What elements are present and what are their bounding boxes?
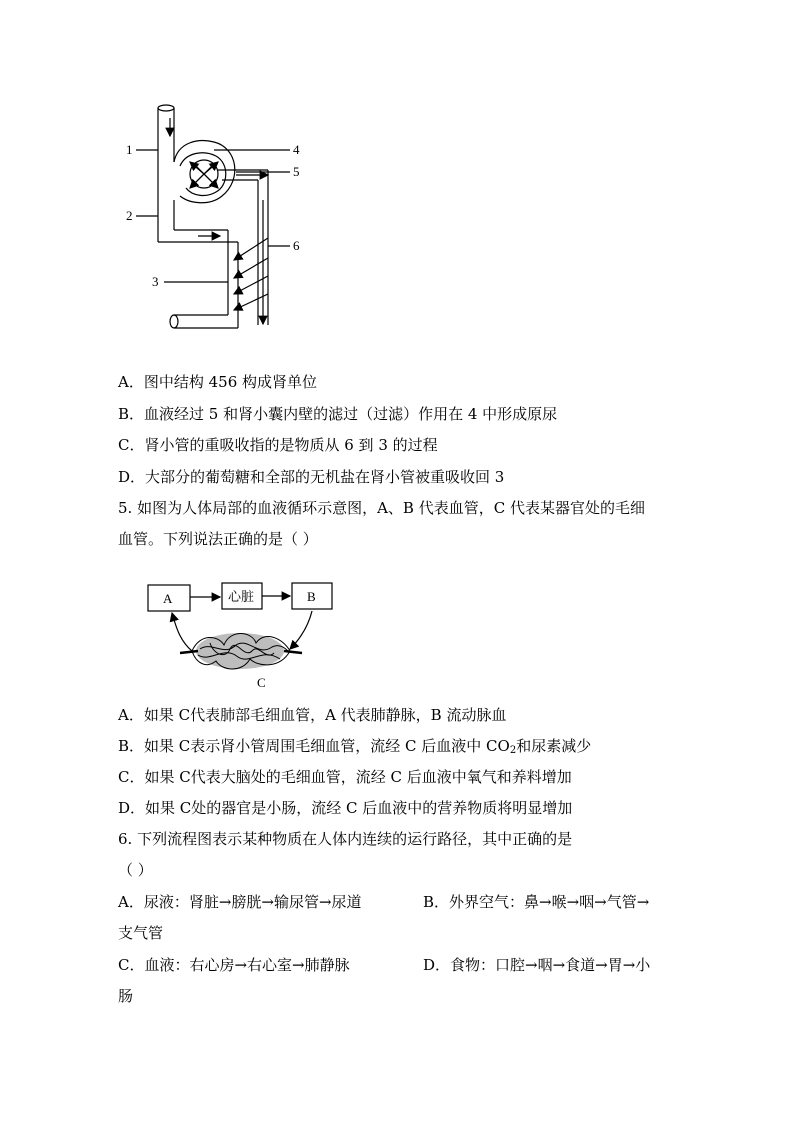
label-c: C bbox=[257, 675, 266, 690]
q5-option-b-pre: B．如果 C表示肾小管周围毛细血管，流经 C 后血液中 CO bbox=[118, 737, 510, 755]
box-a-label: A bbox=[163, 591, 173, 606]
q4-option-a: A．图中结构 456 构成肾单位 bbox=[118, 373, 318, 391]
label-1: 1 bbox=[126, 142, 133, 157]
q4-option-d: D．大部分的葡萄糖和全部的无机盐在肾小管被重吸收回 3 bbox=[118, 468, 505, 486]
q6-option-b-line1: B．外界空气：鼻→喉→咽→气管→ bbox=[423, 893, 650, 911]
nephron-diagram bbox=[118, 100, 318, 335]
q5-option-b-sub: 2 bbox=[509, 745, 517, 756]
q6-stem: 6. 下列流程图表示某种物质在人体内连续的运行路径，其中正确的是 bbox=[118, 830, 573, 848]
box-b-label: B bbox=[307, 589, 316, 604]
capillary-bed bbox=[180, 633, 302, 669]
box-heart-label: 心脏 bbox=[228, 590, 255, 605]
label-3: 3 bbox=[152, 274, 159, 289]
circulation-svg bbox=[140, 575, 350, 690]
label-5: 5 bbox=[293, 164, 300, 179]
q5-stem-line1: 5. 如图为人体局部的血液循环示意图，A、B 代表血管，C 代表某器官处的毛细 bbox=[118, 499, 645, 517]
circulation-diagram bbox=[140, 575, 350, 690]
q5-option-b bbox=[118, 736, 591, 761]
q6-option-a: A．尿液：肾脏→膀胱→输尿管→尿道 bbox=[118, 893, 362, 911]
q6-paren: （ ） bbox=[118, 861, 153, 879]
q6-option-d-line2: 肠 bbox=[118, 987, 134, 1005]
q4-option-b: B．血液经过 5 和肾小囊内壁的滤过（过滤）作用在 4 中形成原尿 bbox=[118, 405, 558, 423]
label-2: 2 bbox=[126, 208, 133, 223]
q4-option-c: C．肾小管的重吸收指的是物质从 6 到 3 的过程 bbox=[118, 436, 438, 454]
q5-option-c: C．如果 C代表大脑处的毛细血管，流经 C 后血液中氧气和养料增加 bbox=[118, 768, 572, 786]
q6-option-b-line2: 支气管 bbox=[118, 924, 164, 942]
nephron-svg bbox=[118, 100, 318, 335]
q6-option-c: C．血液：右心房→右心室→肺静脉 bbox=[118, 956, 350, 974]
q5-stem-line2: 血管。下列说法正确的是（ ） bbox=[118, 530, 318, 548]
label-4: 4 bbox=[293, 142, 300, 157]
q5-option-b-post: 和尿素减少 bbox=[516, 737, 592, 755]
label-6: 6 bbox=[293, 238, 300, 253]
q5-option-a: A．如果 C代表肺部毛细血管，A 代表肺静脉，B 流动脉血 bbox=[118, 706, 507, 724]
q5-option-d: D．如果 C处的器官是小肠，流经 C 后血液中的营养物质将明显增加 bbox=[118, 799, 573, 817]
q6-option-d-line1: D．食物：口腔→咽→食道→胃→小 bbox=[423, 956, 651, 974]
